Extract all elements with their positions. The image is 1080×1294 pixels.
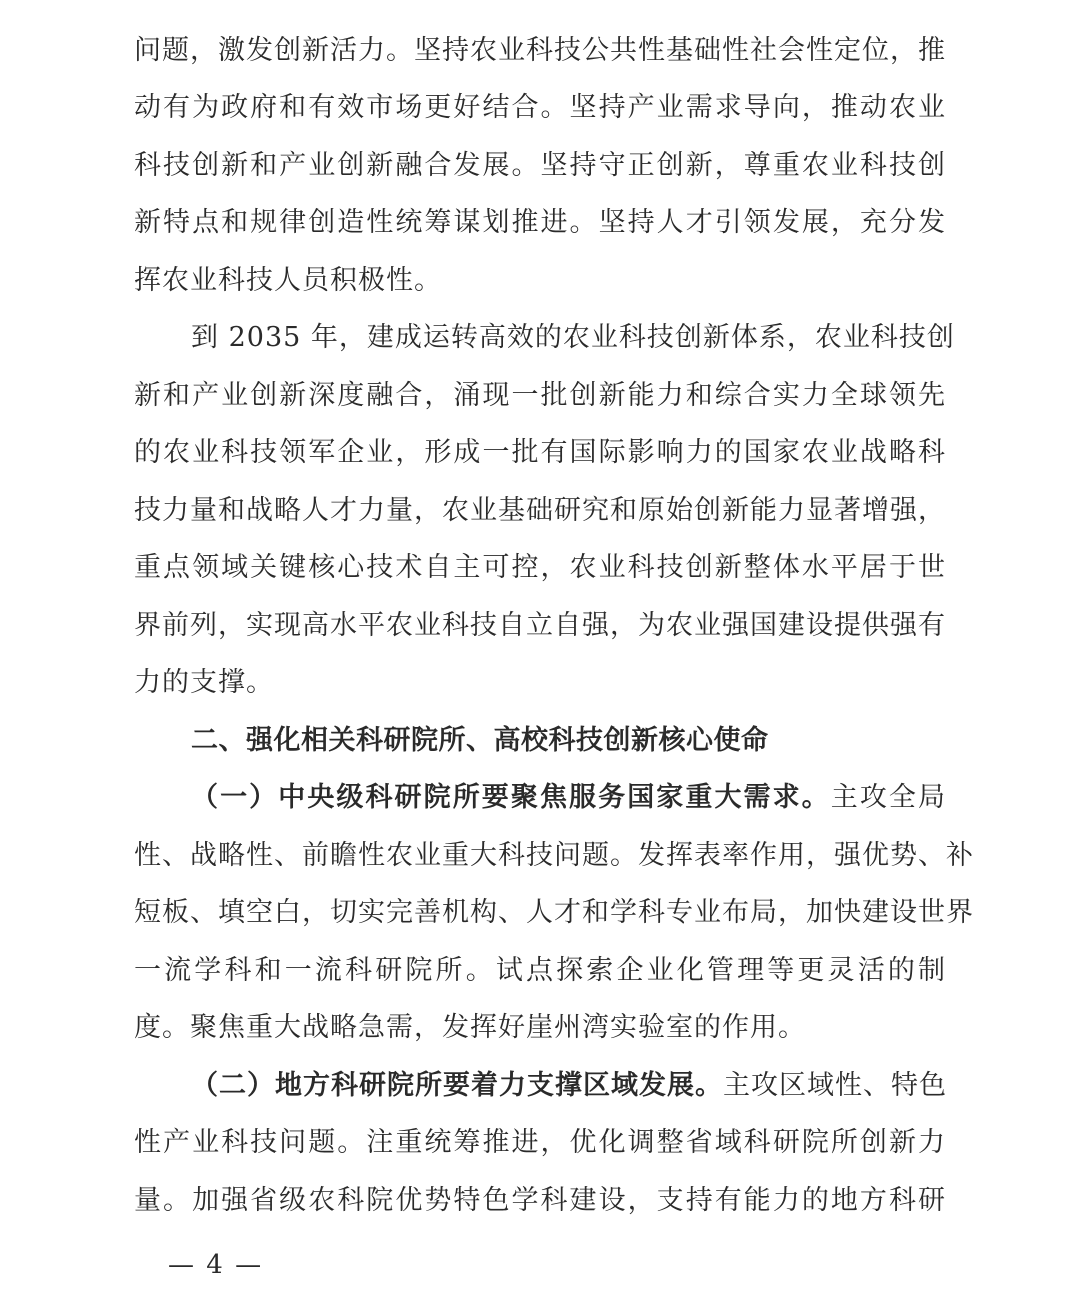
body-text-line: 重点领域关键核心技术自主可控，农业科技创新整体水平居于世: [134, 552, 946, 583]
body-text-line: 动有为政府和有效市场更好结合。坚持产业需求导向，推动农业: [134, 92, 946, 123]
body-text-line: 度。聚焦重大战略急需，发挥好崖州湾实验室的作用。: [134, 1012, 806, 1043]
body-text-fragment: 主攻区域性、特色: [723, 1070, 947, 1101]
body-text-line: 新和产业创新深度融合，涌现一批创新能力和综合实力全球领先: [134, 380, 946, 411]
body-text-line: 短板、填空白，切实完善机构、人才和学科专业布局，加快建设世界: [134, 897, 974, 928]
body-text-line: 性产业科技问题。注重统筹推进，优化调整省域科研院所创新力: [134, 1127, 946, 1158]
body-text-fragment: 主攻全局: [830, 782, 947, 813]
body-text-line: [191, 1069, 946, 1103]
page-number: — 4 —: [168, 1250, 264, 1280]
section-heading: 二、强化相关科研院所、高校科技创新核心使命: [191, 725, 769, 756]
body-text-line: 性、战略性、前瞻性农业重大科技问题。发挥表率作用，强优势、补: [134, 840, 974, 871]
body-text-line: 的农业科技领军企业，形成一批有国际影响力的国家农业战略科: [134, 437, 946, 468]
body-text-line: 挥农业科技人员积极性。: [134, 265, 442, 296]
body-text-line: 科技创新和产业创新融合发展。坚持守正创新，尊重农业科技创: [134, 150, 946, 181]
subsection-heading: （二）地方科研院所要着力支撑区域发展。: [191, 1070, 723, 1101]
body-text-line: 量。加强省级农科院优势特色学科建设，支持有能力的地方科研: [134, 1185, 946, 1216]
body-text-line: 到 2035 年，建成运转高效的农业科技创新体系，农业科技创: [191, 322, 955, 353]
body-text-line: [191, 781, 946, 815]
body-text-line: 力的支撑。: [134, 667, 274, 698]
subsection-heading: （一）中央级科研院所要聚焦服务国家重大需求。: [191, 782, 831, 813]
body-text-line: 技力量和战略人才力量，农业基础研究和原始创新能力显著增强，: [134, 495, 946, 526]
body-text-line: 一流学科和一流科研院所。试点探索企业化管理等更灵活的制: [134, 955, 946, 986]
body-text-line: 问题，激发创新活力。坚持农业科技公共性基础性社会性定位，推: [134, 35, 946, 66]
body-text-line: 新特点和规律创造性统筹谋划推进。坚持人才引领发展，充分发: [134, 207, 946, 238]
body-text-line: 界前列，实现高水平农业科技自立自强，为农业强国建设提供强有: [134, 610, 946, 641]
